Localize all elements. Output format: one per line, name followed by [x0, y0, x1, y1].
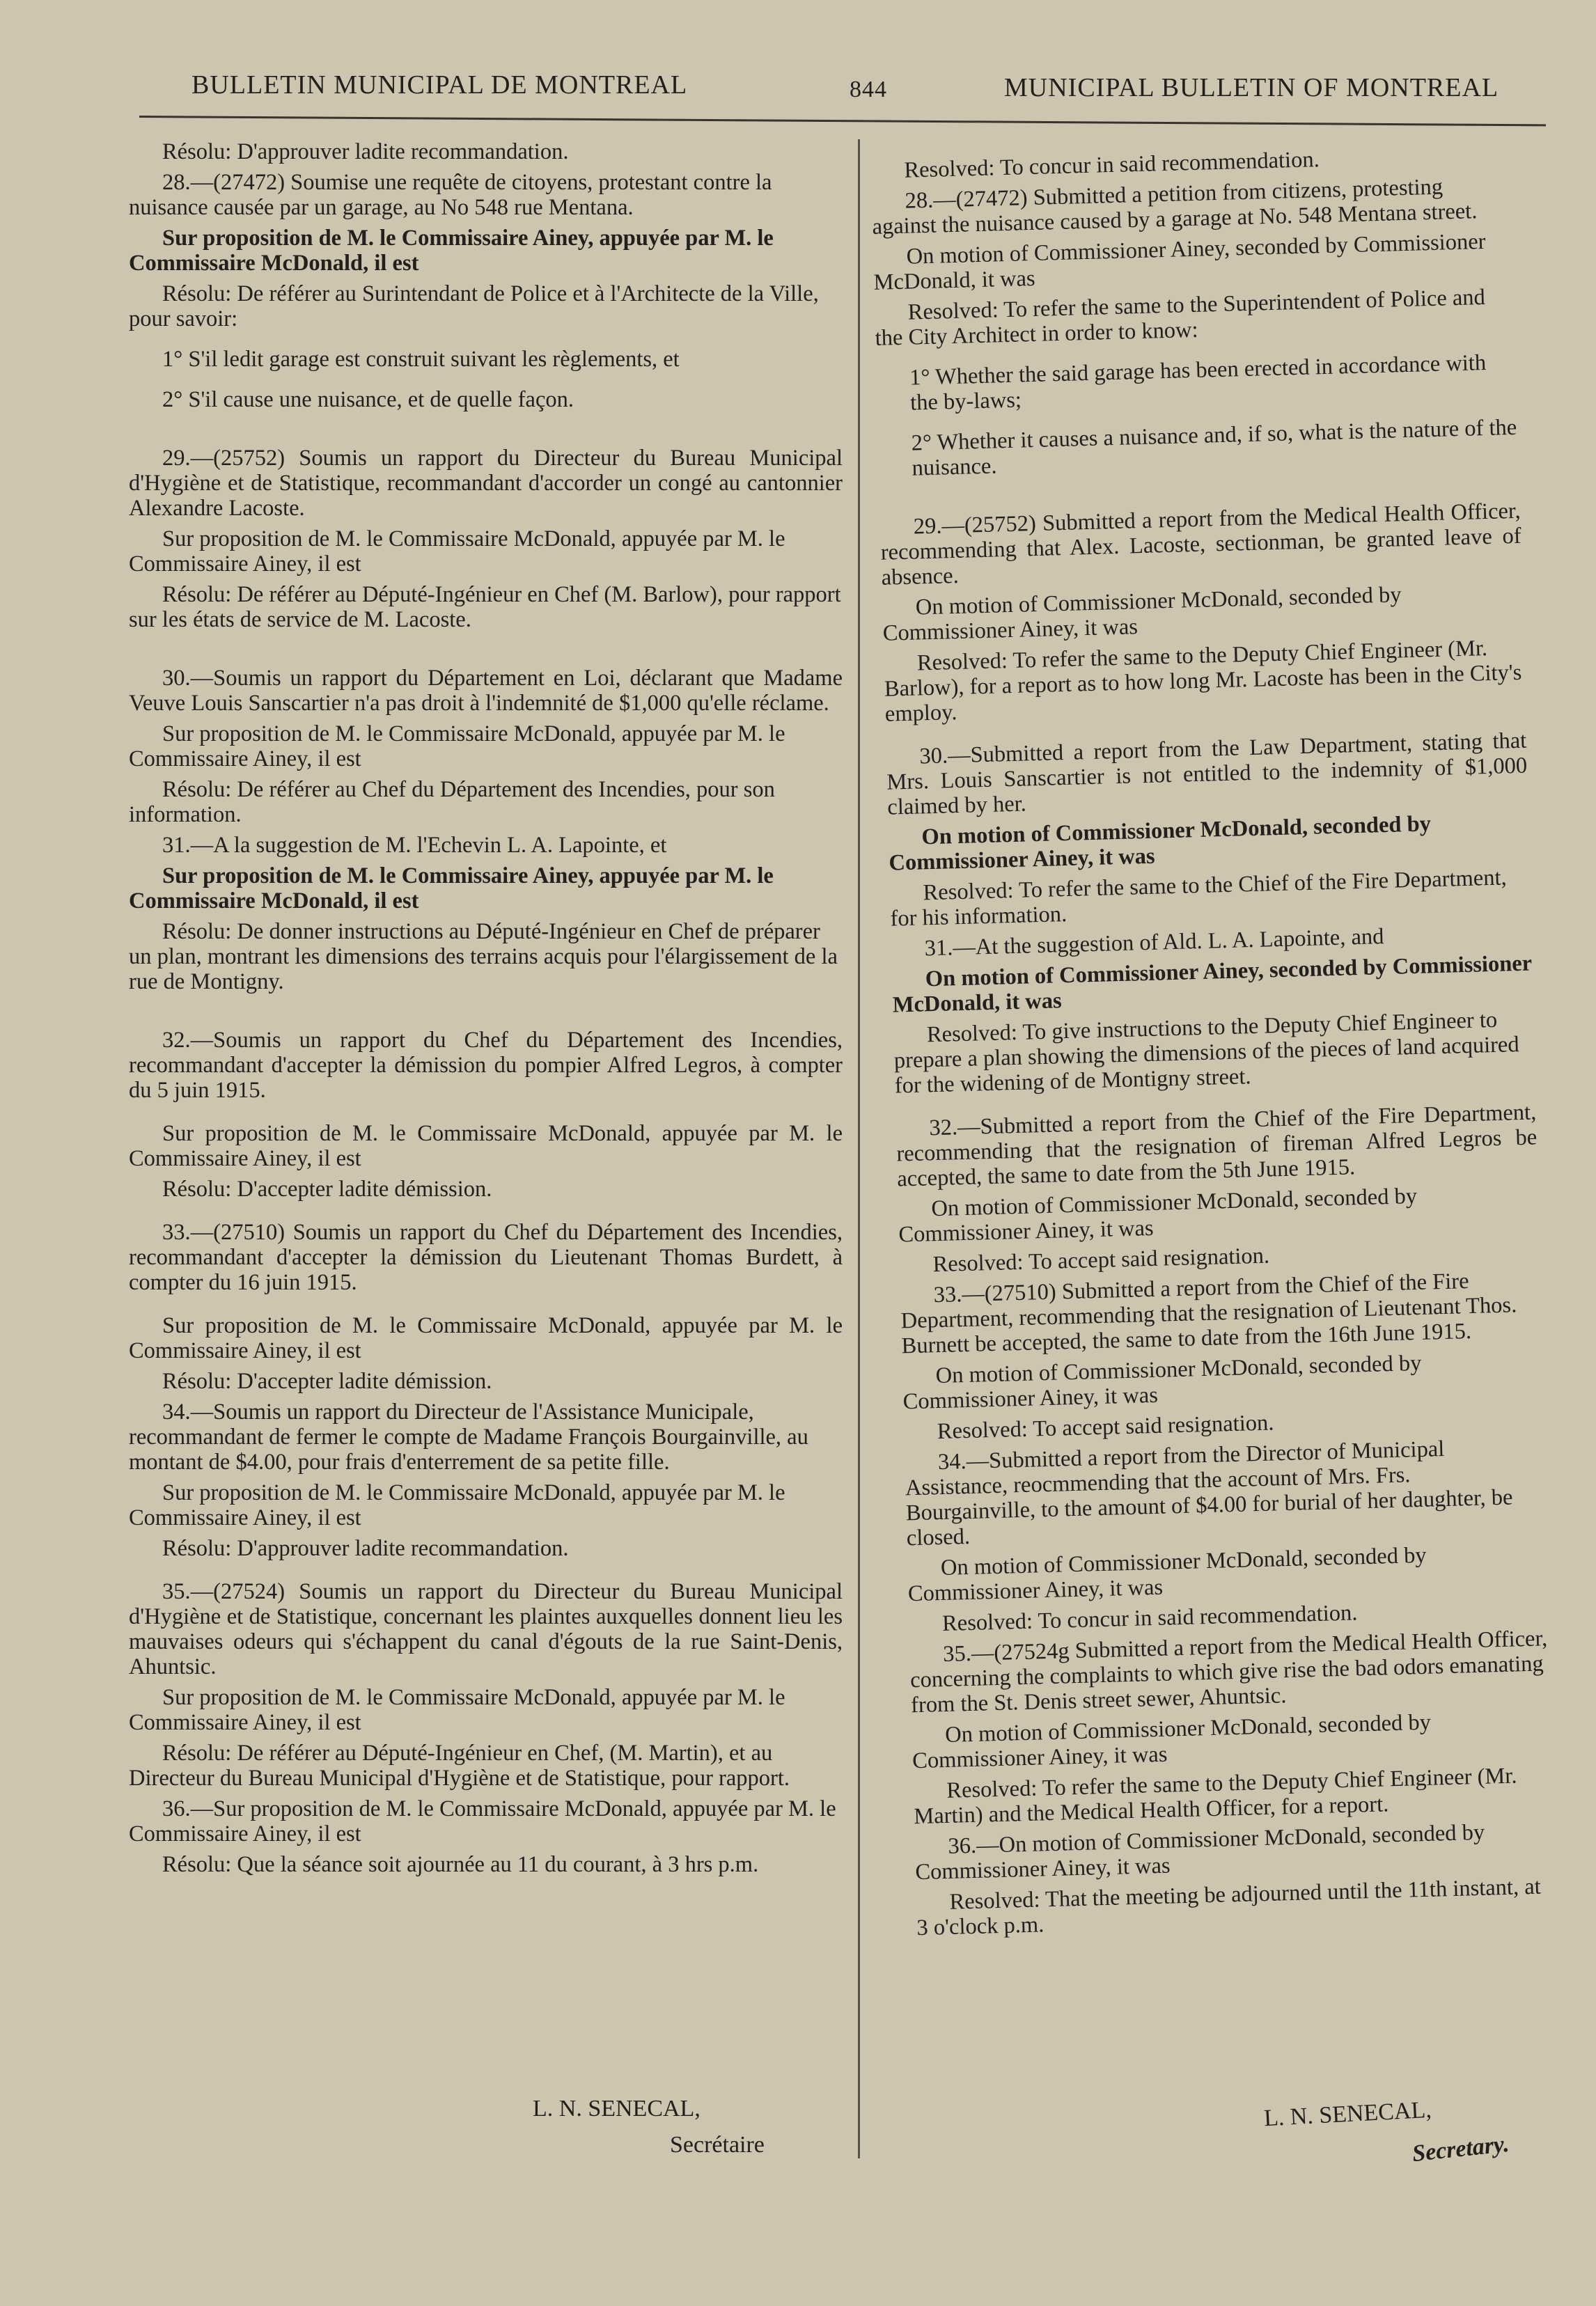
fr-paragraph: Sur proposition de M. le Commissaire Ainey, appuyée par M. le Commissaire McDonald, il est	[129, 226, 774, 276]
fr-paragraph: Résolu: D'accepter ladite démission.	[162, 1369, 492, 1394]
en-paragraph: Resolved: To accept said resignation.	[932, 1243, 1270, 1278]
en-paragraph: 31.—At the suggestion of Ald. L. A. Lapointe, and	[924, 924, 1384, 962]
signature-name-english: L. N. SENECAL,	[1263, 2096, 1432, 2132]
en-paragraph: Resolved: To refer the same to the Superintendent of Police and the City Architect in order to know:	[875, 284, 1486, 351]
en-paragraph: Resolved: To refer the same to the Chief of the Fire Department, for his information.	[890, 865, 1508, 932]
en-paragraph: Resolved: That the meeting be adjourned until the 11th instant, at 3 o'clock p.m.	[916, 1874, 1542, 1941]
header-title-english: MUNICIPAL BULLETIN OF MONTREAL	[1004, 73, 1499, 102]
fr-paragraph: 32.—Soumis un rapport du Chef du Département des Incendies, recommandant d'accepter la démission du pompier Alfred Legros, à compter du 5 juin 1915.	[129, 1028, 843, 1103]
signature-name-french: L. N. SENECAL,	[533, 2096, 701, 2121]
fr-paragraph: 1° S'il ledit garage est construit suivant les règlements, et	[162, 347, 680, 372]
fr-paragraph: 34.—Soumis un rapport du Directeur de l'Assistance Municipale, recommandant de fermer le compte de Madame François Bourgainville, au montant de $4.00, pour frais d'enterrement de sa petite fille.	[129, 1399, 808, 1475]
en-paragraph: 1° Whether the said garage has been erected in accordance with the by-laws;	[909, 350, 1487, 416]
fr-paragraph: Résolu: D'accepter ladite démission.	[162, 1177, 492, 1202]
fr-paragraph: 31.—A la suggestion de M. l'Echevin L. A. Lapointe, et	[162, 833, 667, 858]
fr-paragraph: Résolu: D'approuver ladite recommandation.	[162, 1536, 569, 1561]
fr-paragraph: Sur proposition de M. le Commissaire McDonald, appuyée par M. le Commissaire Ainey, il est	[129, 1313, 843, 1363]
en-paragraph: 29.—(25752) Submitted a report from the Medical Health Officer, recommending that Alex. Lacoste, sectionman, be granted leave of absence.	[880, 498, 1521, 590]
fr-paragraph: Sur proposition de M. le Commissaire McDonald, appuyée par M. le Commissaire Ainey, il est	[129, 721, 785, 771]
en-paragraph: Resolved: To give instructions to the Deputy Chief Engineer to prepare a plan showing the dimensions of the pieces of land acquired for the widening of de Montigny street.	[893, 1007, 1520, 1099]
en-paragraph: 28.—(27472) Submitted a petition from citizens, protesting against the nuisance caused by a garage at No. 548 Mentana street.	[872, 174, 1478, 240]
en-paragraph: On motion of Commissioner Ainey, seconded by Commissioner McDonald, it was	[873, 228, 1486, 295]
fr-paragraph: Résolu: De référer au Député-Ingénieur en Chef (M. Barlow), pour rapport sur les états de service de M. Lacoste.	[129, 582, 841, 632]
fr-paragraph: 2° S'il cause une nuisance, et de quelle façon.	[162, 387, 574, 412]
signature-title-english: Secretary.	[1411, 2131, 1510, 2167]
fr-paragraph: Résolu: De référer au Surintendant de Police et à l'Architecte de la Ville, pour savoir:	[129, 281, 819, 331]
fr-paragraph: Sur proposition de M. le Commissaire McDonald, appuyée par M. le Commissaire Ainey, il est	[129, 1480, 785, 1530]
en-paragraph: Resolved: To refer the same to the Deputy Chief Engineer (Mr. Martin) and the Medical Health Officer, for a report.	[913, 1763, 1517, 1830]
en-paragraph: 33.—(27510) Submitted a report from the Chief of the Fire Department, recommending that the resignation of Lieutenant Thos. Burnett be accepted, the same to date from the 16th June 1915.	[900, 1269, 1517, 1359]
fr-paragraph: Sur proposition de M. le Commissaire McDonald, appuyée par M. le Commissaire Ainey, il est	[129, 1121, 843, 1171]
fr-paragraph: Résolu: D'approuver ladite recommandation.	[162, 139, 569, 164]
en-paragraph: On motion of Commissioner McDonald, seconded by Commissioner Ainey, it was	[889, 811, 1432, 876]
en-paragraph: Resolved: To refer the same to the Deputy Chief Engineer (Mr. Barlow), for a report as to how long Mr. Lacoste has been in the City's employ.	[884, 636, 1522, 727]
fr-paragraph: Sur proposition de M. le Commissaire Ainey, appuyée par M. le Commissaire McDonald, il est	[129, 863, 774, 913]
column-divider	[858, 139, 860, 2158]
en-paragraph: 32.—Submitted a report from the Chief of the Fire Department, recommending that the resignation of fireman Alfred Legros be accepted, the same to date from the 5th June 1915.	[895, 1099, 1538, 1192]
french-column	[129, 139, 843, 1883]
en-paragraph: On motion of Commissioner McDonald, seconded by Commissioner Ainey, it was	[907, 1542, 1427, 1607]
en-paragraph: Resolved: To accept said resignation.	[937, 1410, 1274, 1445]
fr-paragraph: Résolu: De donner instructions au Député-Ingénieur en Chef de préparer un plan, montrant les dimensions des terrains acquis pour l'élargissement de la rue de Montigny.	[129, 919, 838, 994]
en-paragraph: 34.—Submitted a report from the Director of Municipal Assistance, reocmmending that the account of Mrs. Frs. Bourgainville, to the amount of $4.00 for burial of her daughter, be closed.	[905, 1436, 1513, 1551]
signature-title-french: Secrétaire	[670, 2132, 765, 2158]
fr-paragraph: 33.—(27510) Soumis un rapport du Chef du Département des Incendies, recommandant d'accepter la démission du Lieutenant Thomas Burdett, à compter du 16 juin 1915.	[129, 1220, 843, 1295]
fr-paragraph: Sur proposition de M. le Commissaire McDonald, appuyée par M. le Commissaire Ainey, il est	[129, 526, 785, 576]
fr-paragraph: 28.—(27472) Soumise une requête de citoyens, protestant contre la nuisance causée par un garage, au No 548 rue Mentana.	[129, 170, 772, 220]
en-paragraph: On motion of Commissioner McDonald, seconded by Commissioner Ainey, it was	[882, 582, 1402, 646]
header-title-french: BULLETIN MUNICIPAL DE MONTREAL	[191, 70, 688, 100]
fr-paragraph: Résolu: Que la séance soit ajournée au 11 du courant, à 3 hrs p.m.	[162, 1852, 759, 1877]
en-paragraph: On motion of Commissioner Ainey, seconded by Commissioner McDonald, it was	[892, 950, 1532, 1018]
en-paragraph: On motion of Commissioner McDonald, seconded by Commissioner Ainey, it was	[898, 1183, 1418, 1248]
en-paragraph: 30.—Submitted a report from the Law Department, stating that Mrs. Louis Sanscartier is not entitled to the indemnity of $1,000 claimed by her.	[886, 728, 1528, 820]
fr-paragraph: Sur proposition de M. le Commissaire McDonald, appuyée par M. le Commissaire Ainey, il est	[129, 1685, 785, 1735]
en-paragraph: 36.—On motion of Commissioner McDonald, seconded by Commissioner Ainey, it was	[914, 1819, 1485, 1885]
fr-paragraph: 29.—(25752) Soumis un rapport du Directeur du Bureau Municipal d'Hygiène et de Statistique, recommandant d'accorder un congé au cantonnier Alexandre Lacoste.	[129, 446, 843, 521]
english-column	[870, 142, 1558, 1946]
en-paragraph: Resolved: To concur in said recommendation.	[941, 1600, 1358, 1637]
fr-paragraph: 30.—Soumis un rapport du Département en Loi, déclarant que Madame Veuve Louis Sanscartier n'a pas droit à l'indemnité de $1,000 qu'elle réclame.	[129, 666, 843, 716]
fr-paragraph: Résolu: De référer au Député-Ingénieur en Chef, (M. Martin), et au Directeur du Bureau Municipal d'Hygiène et de Statistique, pour rapport.	[129, 1741, 790, 1791]
en-paragraph: 35.—(27524g Submitted a report from the Medical Health Officer, concerning the complaints to which give rise the bad odors emanating from the St. Denis street sewer, Ahuntsic.	[909, 1626, 1548, 1718]
fr-paragraph: 36.—Sur proposition de M. le Commissaire McDonald, appuyée par M. le Commissaire Ainey, il est	[129, 1796, 836, 1846]
en-paragraph: Resolved: To concur in said recommendation.	[903, 147, 1320, 183]
page-header	[0, 0, 1596, 122]
en-paragraph: 2° Whether it causes a nuisance and, if so, what is the nature of the nuisance.	[911, 414, 1517, 481]
en-paragraph: On motion of Commissioner McDonald, seconded by Commissioner Ainey, it was	[912, 1709, 1432, 1774]
fr-paragraph: 35.—(27524) Soumis un rapport du Directeur du Bureau Municipal d'Hygiène et de Statistique, concernant les plaintes auxquelles donnent lieu les mauvaises odeurs qui s'échappent du canal d'égouts de la rue Saint-Denis, Ahuntsic.	[129, 1579, 843, 1679]
page-number: 844	[850, 77, 887, 102]
en-paragraph: On motion of Commissioner McDonald, seconded by Commissioner Ainey, it was	[902, 1350, 1422, 1415]
fr-paragraph: Résolu: De référer au Chef du Département des Incendies, pour son information.	[129, 777, 775, 827]
header-rule	[139, 116, 1546, 126]
